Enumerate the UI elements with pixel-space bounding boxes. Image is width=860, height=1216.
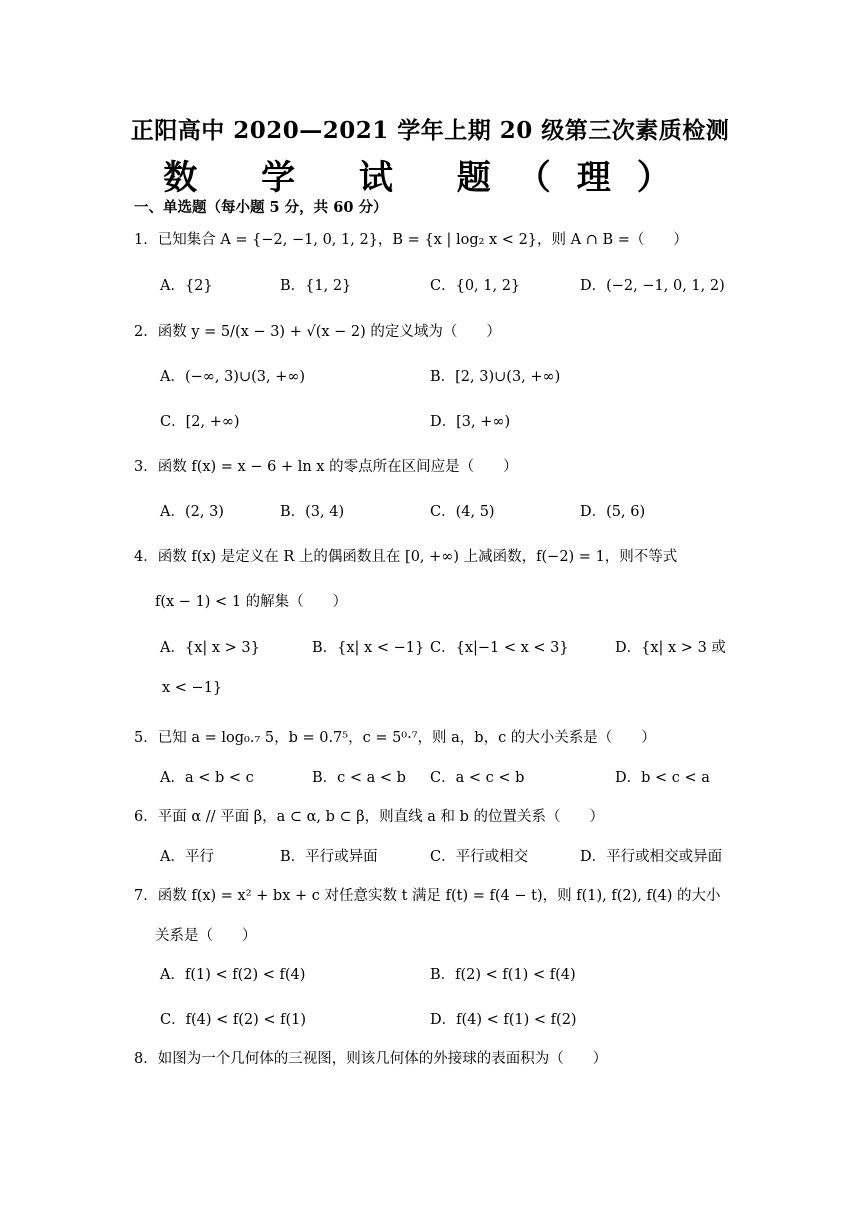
question-6-stem: 6．平面 α // 平面 β，a ⊂ α, b ⊂ β，则直线 a 和 b 的位置关系（ ）	[134, 809, 605, 825]
question-3-option-a: A．(2, 3)	[160, 504, 224, 520]
question-1-option-a: A．{2}	[160, 278, 213, 294]
question-5-stem: 5．已知 a = log₀.₇ 5，b = 0.7⁵，c = 5⁰·⁷，则 a，b，c 的大小关系是（ ）	[134, 730, 656, 746]
question-7-option-b: B．f(2) < f(1) < f(4)	[430, 967, 576, 983]
question-4-option-d-cont: x < −1}	[162, 680, 223, 696]
question-7-option-d: D．f(4) < f(1) < f(2)	[430, 1012, 577, 1028]
question-2-stem: 2．函数 y = 5/(x − 3) + √(x − 2) 的定义域为（ ）	[134, 324, 501, 340]
question-7-stem-cont: 关系是（ ）	[155, 928, 257, 944]
question-6-option-d: D．平行或相交或异面	[580, 849, 723, 865]
question-6-option-b: B．平行或异面	[280, 849, 378, 865]
question-3-stem: 3．函数 f(x) = x − 6 + ln x 的零点所在区间应是（ ）	[134, 459, 518, 475]
question-4-option-b: B．{x| x < −1}	[312, 640, 425, 656]
question-4-option-c: C．{x|−1 < x < 3}	[430, 640, 569, 656]
question-5-option-c: C．a < c < b	[430, 770, 525, 786]
question-6-option-c: C．平行或相交	[430, 849, 529, 865]
question-3-option-d: D．(5, 6)	[580, 504, 646, 520]
question-1-option-d: D．(−2, −1, 0, 1, 2)	[580, 278, 725, 294]
question-4-stem-cont: f(x − 1) < 1 的解集（ ）	[155, 594, 348, 610]
question-1-stem: 1．已知集合 A = {−2, −1, 0, 1, 2}，B = {x | log₂ x < 2}，则 A ∩ B =（ ）	[134, 232, 688, 248]
section-heading: 一、单选题（每小题 5 分，共 60 分）	[134, 199, 388, 216]
question-7-option-a: A．f(1) < f(2) < f(4)	[160, 967, 306, 983]
exam-subtitle: 数 学 试 题（理）	[163, 158, 697, 198]
question-8-stem: 8．如图为一个几何体的三视图，则该几何体的外接球的表面积为（ ）	[134, 1051, 608, 1067]
question-5-option-d: D．b < c < a	[615, 770, 710, 786]
question-1-option-b: B．{1, 2}	[280, 278, 352, 294]
question-4-option-a: A．{x| x > 3}	[160, 640, 260, 656]
question-2-option-d: D．[3, +∞)	[430, 414, 511, 430]
question-4-option-d: D．{x| x > 3 或	[615, 640, 726, 656]
question-7-stem: 7．函数 f(x) = x² + bx + c 对任意实数 t 满足 f(t) = f(4 − t)，则 f(1), f(2), f(4) 的大小	[134, 888, 721, 904]
question-3-option-b: B．(3, 4)	[280, 504, 345, 520]
question-6-option-a: A．平行	[160, 849, 214, 865]
question-1-option-c: C．{0, 1, 2}	[430, 278, 521, 294]
question-3-option-c: C．(4, 5)	[430, 504, 495, 520]
question-2-option-a: A．(−∞, 3)∪(3, +∞)	[160, 369, 306, 385]
question-4-stem: 4．函数 f(x) 是定义在 R 上的偶函数且在 [0, +∞) 上减函数，f(−2) = 1，则不等式	[134, 549, 678, 565]
question-5-option-a: A．a < b < c	[160, 770, 254, 786]
question-7-option-c: C．f(4) < f(2) < f(1)	[160, 1012, 307, 1028]
question-2-option-b: B．[2, 3)∪(3, +∞)	[430, 369, 561, 385]
question-5-option-b: B．c < a < b	[312, 770, 406, 786]
question-2-option-c: C．[2, +∞)	[160, 414, 240, 430]
exam-title: 正阳高中 2020—2021 学年上期 20 级第三次素质检测	[130, 117, 730, 144]
